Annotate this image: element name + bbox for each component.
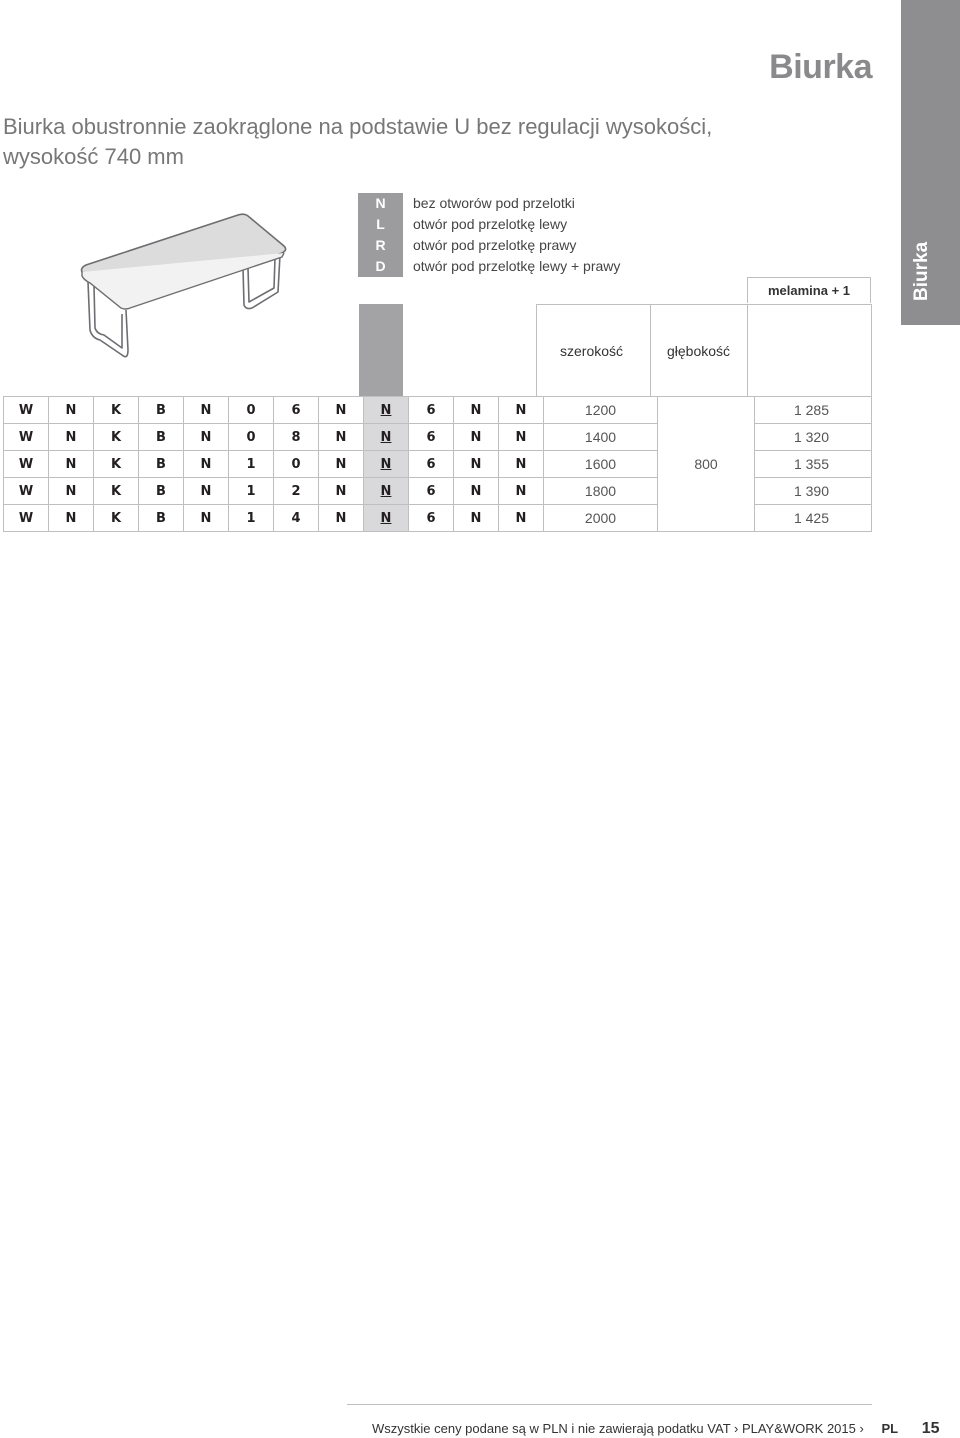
code-char: N <box>470 429 482 445</box>
price-cell: 1 425 <box>755 505 872 532</box>
code-char: N <box>65 429 77 445</box>
code-char-cell <box>499 397 544 424</box>
code-char-cell <box>94 397 139 424</box>
code-char: 1 <box>246 483 256 499</box>
product-title <box>3 112 712 172</box>
code-char-cell <box>499 451 544 478</box>
code-char-cell <box>409 478 454 505</box>
code-char-cell <box>409 451 454 478</box>
code-char: N <box>335 483 347 499</box>
page-heading: Biurka <box>769 48 872 86</box>
code-char: N <box>200 402 212 418</box>
code-char-cell <box>184 451 229 478</box>
legend-text: otwór pod przelotkę lewy + prawy <box>413 258 621 274</box>
width-cell: 1400 <box>544 424 658 451</box>
code-char-cell <box>94 424 139 451</box>
code-char: N <box>335 456 347 472</box>
code-char-cell <box>4 424 49 451</box>
code-char-cell <box>364 397 409 424</box>
code-char-cell <box>184 478 229 505</box>
header-divider <box>650 304 651 396</box>
code-char: B <box>156 429 166 445</box>
code-char: B <box>156 456 166 472</box>
width-column-header: szerokość <box>560 343 624 359</box>
code-char: 0 <box>291 456 301 472</box>
code-char-cell <box>4 397 49 424</box>
code-char: N <box>65 456 77 472</box>
code-char-cell <box>49 505 94 532</box>
header-highlight-column <box>359 304 403 396</box>
width-cell: 1200 <box>544 397 658 424</box>
code-char: 2 <box>291 483 301 499</box>
code-char-cell <box>94 478 139 505</box>
code-char: N <box>470 402 482 418</box>
language-code: PL <box>881 1421 899 1436</box>
code-char-cell <box>184 424 229 451</box>
code-char: N <box>335 510 347 526</box>
title-line-2: wysokość 740 mm <box>3 144 184 169</box>
code-char: N <box>335 429 347 445</box>
code-char: W <box>18 483 34 499</box>
code-char: K <box>110 402 122 418</box>
code-char-cell <box>229 478 274 505</box>
code-char-cell <box>229 424 274 451</box>
code-char: K <box>110 483 122 499</box>
code-char: 0 <box>246 429 256 445</box>
header-divider <box>747 304 748 396</box>
footer-note: Wszystkie ceny podane są w PLN i nie zawierają podatku VAT › PLAY&WORK 2015 › <box>372 1421 864 1436</box>
code-char-cell <box>139 424 184 451</box>
code-char: K <box>110 456 122 472</box>
width-cell: 1800 <box>544 478 658 505</box>
section-tab <box>901 0 960 325</box>
code-char: 0 <box>246 402 256 418</box>
code-char: N <box>515 483 527 499</box>
code-char-cell <box>454 424 499 451</box>
code-char-cell <box>229 505 274 532</box>
code-char: N <box>200 429 212 445</box>
code-char: N <box>65 483 77 499</box>
code-char: N <box>380 510 392 526</box>
code-char-cell <box>409 505 454 532</box>
code-char-cell <box>364 478 409 505</box>
code-char: N <box>470 510 482 526</box>
code-char-cell <box>454 505 499 532</box>
code-char-cell <box>319 451 364 478</box>
footer-divider <box>347 1404 872 1405</box>
code-char-cell <box>364 451 409 478</box>
material-header: melamina + 1 <box>747 277 871 303</box>
legend-text: otwór pod przelotkę lewy <box>413 216 568 232</box>
code-char: 6 <box>426 429 436 445</box>
code-char-cell <box>94 505 139 532</box>
code-char-cell <box>139 397 184 424</box>
legend-code: R <box>375 237 386 253</box>
code-char-cell <box>319 397 364 424</box>
code-char: N <box>65 510 77 526</box>
code-char: N <box>200 483 212 499</box>
code-char: K <box>110 429 122 445</box>
code-char: N <box>380 483 392 499</box>
page-number: 15 <box>921 1420 940 1437</box>
section-tab-label: Biurka <box>911 241 932 301</box>
code-char-cell <box>4 505 49 532</box>
price-cell: 1 355 <box>755 451 872 478</box>
code-char-cell <box>319 424 364 451</box>
code-char-cell <box>94 451 139 478</box>
code-char-cell <box>319 505 364 532</box>
code-char: N <box>335 402 347 418</box>
code-char-cell <box>364 424 409 451</box>
code-char: W <box>18 402 34 418</box>
code-char: 6 <box>426 402 436 418</box>
code-char: 6 <box>426 456 436 472</box>
depth-cell: 800 <box>658 397 755 532</box>
code-char: W <box>18 429 34 445</box>
code-char-cell <box>139 505 184 532</box>
code-char-cell <box>229 451 274 478</box>
code-char-cell <box>4 478 49 505</box>
code-char: N <box>470 456 482 472</box>
code-char-cell <box>409 397 454 424</box>
code-char-cell <box>454 397 499 424</box>
code-char: N <box>380 456 392 472</box>
code-char-cell <box>499 505 544 532</box>
width-cell: 1600 <box>544 451 658 478</box>
product-table <box>3 396 872 532</box>
code-char-cell <box>274 451 319 478</box>
code-char-cell <box>184 505 229 532</box>
code-char-cell <box>229 397 274 424</box>
code-char: 6 <box>291 402 301 418</box>
code-char-cell <box>274 424 319 451</box>
code-char-cell <box>319 478 364 505</box>
code-char-cell <box>49 478 94 505</box>
code-char: 6 <box>426 510 436 526</box>
code-char: 8 <box>291 429 301 445</box>
code-char-cell <box>184 397 229 424</box>
width-cell: 2000 <box>544 505 658 532</box>
code-char: N <box>380 429 392 445</box>
price-cell: 1 285 <box>755 397 872 424</box>
code-char-cell <box>454 478 499 505</box>
code-char: N <box>380 402 392 418</box>
price-cell: 1 320 <box>755 424 872 451</box>
code-char: B <box>156 483 166 499</box>
code-char: 6 <box>426 483 436 499</box>
code-char-cell <box>274 478 319 505</box>
footer <box>372 1420 939 1438</box>
legend-code: N <box>375 195 386 211</box>
code-char: W <box>18 456 34 472</box>
code-char: N <box>515 429 527 445</box>
code-char: W <box>18 510 34 526</box>
code-char: N <box>515 456 527 472</box>
desk-illustration <box>78 210 290 370</box>
code-char: 1 <box>246 510 256 526</box>
code-char-cell <box>139 451 184 478</box>
price-cell: 1 390 <box>755 478 872 505</box>
code-char-cell <box>49 424 94 451</box>
code-char: N <box>515 510 527 526</box>
code-char: N <box>200 456 212 472</box>
legend-code: D <box>375 258 386 274</box>
code-char-cell <box>49 397 94 424</box>
code-char-cell <box>499 424 544 451</box>
code-char: 1 <box>246 456 256 472</box>
legend-code: L <box>376 216 385 232</box>
code-char-cell <box>4 451 49 478</box>
table-row <box>4 397 872 424</box>
code-char-cell <box>274 397 319 424</box>
legend-text: otwór pod przelotkę prawy <box>413 237 577 253</box>
code-char: K <box>110 510 122 526</box>
code-char-cell <box>499 478 544 505</box>
code-char: N <box>470 483 482 499</box>
code-char: B <box>156 510 166 526</box>
code-char: N <box>200 510 212 526</box>
code-char: B <box>156 402 166 418</box>
code-char-cell <box>454 451 499 478</box>
legend-text: bez otworów pod przelotki <box>413 195 575 211</box>
depth-column-header: głębokość <box>667 343 731 359</box>
code-char-cell <box>409 424 454 451</box>
code-char-cell <box>364 505 409 532</box>
code-char: N <box>515 402 527 418</box>
title-line-1: Biurka obustronnie zaokrąglone na podstawie U bez regulacji wysokości, <box>3 114 713 139</box>
code-char-cell <box>49 451 94 478</box>
code-char: 4 <box>291 510 301 526</box>
code-char-cell <box>274 505 319 532</box>
code-char: N <box>65 402 77 418</box>
code-char-cell <box>139 478 184 505</box>
